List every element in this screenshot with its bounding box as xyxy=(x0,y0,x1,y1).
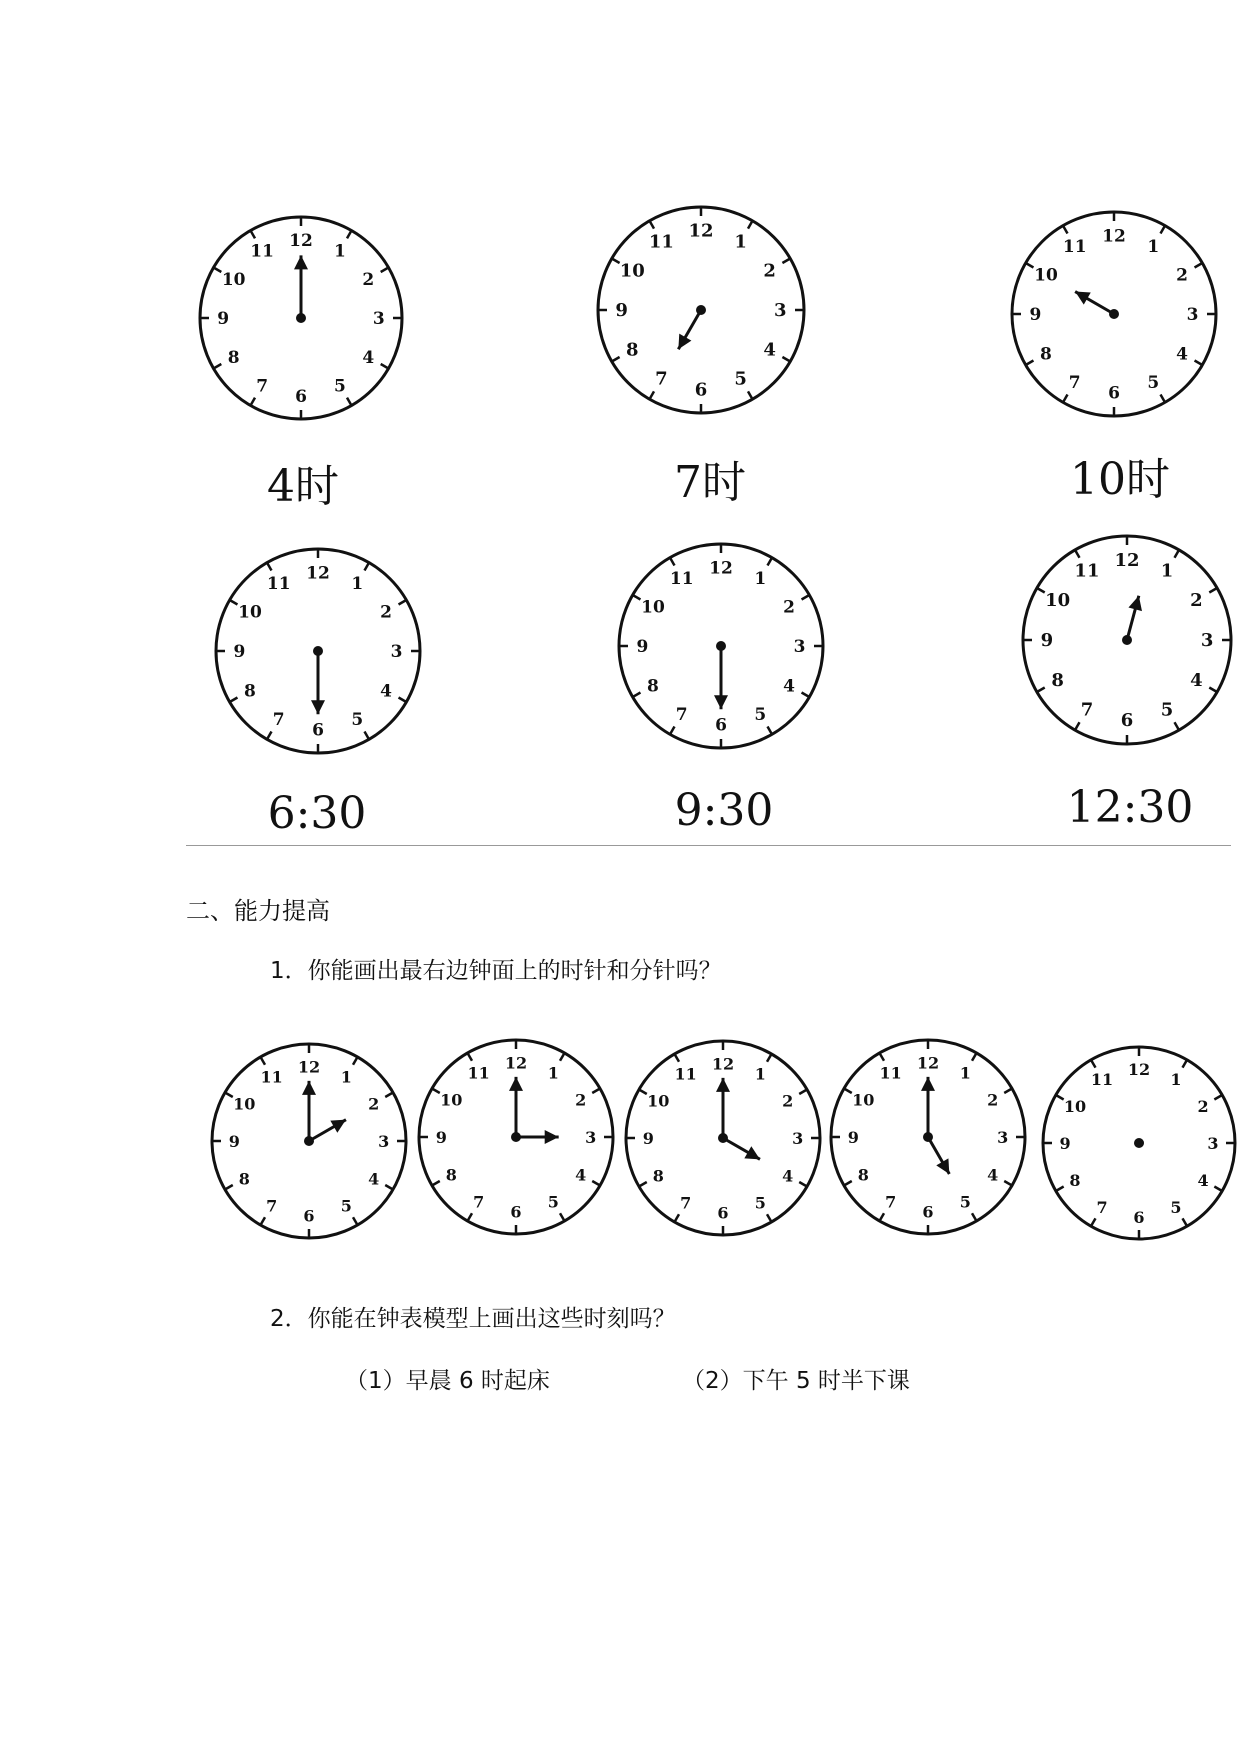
clock-numeral: 5 xyxy=(734,368,747,390)
clock-numeral: 11 xyxy=(260,1067,283,1087)
clock-numeral: 9 xyxy=(217,309,230,329)
clock-numeral: 10 xyxy=(641,597,665,618)
clock-numeral: 1 xyxy=(754,1064,766,1084)
clock-center-dot xyxy=(511,1132,521,1142)
clock-numeral: 11 xyxy=(1090,1069,1114,1089)
clock-10-oclock xyxy=(1009,209,1219,419)
clock-numeral: 4 xyxy=(380,681,392,702)
clock-label: 7时 xyxy=(674,457,746,508)
clock-numeral: 2 xyxy=(783,597,795,618)
sequence-clock-5-oclock xyxy=(828,1037,1028,1237)
question-2-item-1: （1）早晨 6 时起床 xyxy=(345,1368,550,1394)
clock-numeral: 12 xyxy=(1127,1060,1151,1080)
clock-numeral: 5 xyxy=(547,1192,559,1212)
clock-numeral: 10 xyxy=(221,270,246,291)
clock-numeral: 12 xyxy=(306,563,330,584)
clock-4-oclock xyxy=(197,214,405,422)
sequence-clock-4-oclock xyxy=(623,1038,823,1238)
clock-label: 12:30 xyxy=(1066,782,1194,833)
clock-numeral: 6 xyxy=(717,1203,729,1223)
clock-numeral: 3 xyxy=(378,1132,390,1151)
clock-numeral: 12 xyxy=(1102,226,1126,247)
clock-numeral: 3 xyxy=(774,300,787,321)
clock-numeral: 6 xyxy=(922,1202,934,1222)
clock-numeral: 5 xyxy=(754,1193,766,1213)
clock-numeral: 4 xyxy=(1176,344,1188,365)
clock-numeral: 8 xyxy=(238,1169,250,1189)
clock-numeral: 11 xyxy=(266,573,291,594)
clock-numeral: 2 xyxy=(362,270,375,291)
clock-numeral: 9 xyxy=(615,300,628,321)
clock-numeral: 12 xyxy=(297,1057,321,1077)
clock-numeral: 6 xyxy=(715,715,727,736)
clock-numeral: 4 xyxy=(368,1169,380,1189)
divider-line xyxy=(186,845,1231,846)
clock-numeral: 10 xyxy=(1063,1097,1087,1117)
clock-numeral: 1 xyxy=(1160,560,1174,582)
clock-numeral: 6 xyxy=(303,1206,315,1226)
clock-numeral: 8 xyxy=(857,1165,869,1185)
clock-numeral: 12 xyxy=(1114,549,1140,571)
clock-9-30 xyxy=(616,541,826,751)
clock-numeral: 2 xyxy=(1176,265,1188,286)
clock-numeral: 10 xyxy=(647,1091,670,1111)
clock-numeral: 2 xyxy=(763,260,776,282)
clock-numeral: 9 xyxy=(1029,305,1042,325)
clock-center-dot xyxy=(1109,309,1119,319)
clock-numeral: 3 xyxy=(792,1129,804,1148)
clock-numeral: 7 xyxy=(256,376,269,397)
clock-numeral: 5 xyxy=(340,1196,352,1216)
clock-numeral: 1 xyxy=(1147,236,1160,257)
clock-12-30 xyxy=(1020,533,1234,747)
clock-numeral: 11 xyxy=(669,568,694,589)
clock-numeral: 9 xyxy=(233,642,246,662)
clock-numeral: 8 xyxy=(626,339,639,361)
clock-numeral: 6 xyxy=(694,379,708,401)
clock-numeral: 8 xyxy=(1069,1170,1081,1190)
clock-numeral: 11 xyxy=(1074,560,1100,582)
clock-center-dot xyxy=(923,1132,933,1142)
clock-numeral: 5 xyxy=(754,705,767,726)
clock-center-dot xyxy=(313,646,323,656)
clock-numeral: 2 xyxy=(782,1091,794,1111)
clock-numeral: 7 xyxy=(680,1193,692,1213)
clock-numeral: 12 xyxy=(289,231,313,252)
clock-numeral: 7 xyxy=(266,1196,278,1216)
clock-numeral: 6 xyxy=(1133,1207,1145,1227)
clock-center-dot xyxy=(304,1136,314,1146)
clock-numeral: 4 xyxy=(1197,1170,1209,1190)
clock-center-dot xyxy=(296,313,306,323)
clock-numeral: 5 xyxy=(1160,699,1174,721)
clock-numeral: 11 xyxy=(250,241,274,262)
clock-numeral: 7 xyxy=(885,1192,897,1212)
clock-numeral: 8 xyxy=(227,347,240,368)
clock-numeral: 9 xyxy=(1059,1134,1071,1153)
clock-numeral: 4 xyxy=(575,1165,587,1185)
clock-numeral: 1 xyxy=(333,241,346,262)
clock-numeral: 6 xyxy=(295,386,307,407)
clock-numeral: 4 xyxy=(763,339,776,361)
clock-numeral: 5 xyxy=(1147,373,1160,394)
clock-numeral: 2 xyxy=(368,1094,380,1114)
clock-numeral: 1 xyxy=(340,1067,352,1087)
sequence-clock-blank xyxy=(1040,1044,1238,1242)
clock-label: 9:30 xyxy=(674,785,774,836)
clock-numeral: 11 xyxy=(1062,236,1087,257)
clock-numeral: 10 xyxy=(440,1090,463,1110)
clock-numeral: 1 xyxy=(547,1063,559,1083)
clock-numeral: 3 xyxy=(997,1128,1009,1147)
clock-numeral: 2 xyxy=(1197,1097,1209,1117)
clock-numeral: 8 xyxy=(1051,670,1064,692)
question-2: 2．你能在钟表模型上画出这些时刻吗？ xyxy=(270,1306,676,1332)
clock-numeral: 12 xyxy=(709,558,733,579)
clock-numeral: 1 xyxy=(1170,1069,1182,1089)
clock-numeral: 2 xyxy=(380,602,392,623)
clock-numeral: 9 xyxy=(435,1128,447,1147)
clock-numeral: 9 xyxy=(642,1129,654,1148)
clock-numeral: 10 xyxy=(852,1090,875,1110)
clock-numeral: 7 xyxy=(473,1192,485,1212)
clock-numeral: 3 xyxy=(1186,305,1199,325)
clock-label: 6:30 xyxy=(267,788,367,839)
clock-numeral: 2 xyxy=(987,1090,999,1110)
clock-numeral: 3 xyxy=(1200,630,1214,651)
sequence-clock-3-oclock xyxy=(416,1037,616,1237)
clock-center-dot xyxy=(718,1133,728,1143)
clock-numeral: 2 xyxy=(575,1090,587,1110)
clock-numeral: 11 xyxy=(648,231,674,253)
clock-numeral: 5 xyxy=(351,710,364,731)
clock-numeral: 4 xyxy=(1190,670,1203,692)
sequence-clock-2-oclock xyxy=(209,1041,409,1241)
clock-7-oclock xyxy=(595,204,807,416)
clock-numeral: 7 xyxy=(1068,373,1081,394)
clock-center-dot xyxy=(716,641,726,651)
clock-numeral: 3 xyxy=(390,642,403,662)
clock-numeral: 10 xyxy=(1034,265,1058,286)
clock-numeral: 8 xyxy=(445,1165,457,1185)
clock-numeral: 6 xyxy=(1120,710,1134,732)
clock-numeral: 1 xyxy=(959,1063,971,1083)
clock-numeral: 12 xyxy=(688,220,714,242)
clock-numeral: 8 xyxy=(647,676,659,697)
clock-numeral: 12 xyxy=(711,1054,735,1074)
clock-numeral: 3 xyxy=(1207,1134,1219,1153)
clock-numeral: 6 xyxy=(1108,383,1120,404)
clock-numeral: 5 xyxy=(959,1192,971,1212)
clock-numeral: 11 xyxy=(674,1064,697,1084)
clock-6-30 xyxy=(213,546,423,756)
clock-numeral: 3 xyxy=(372,309,385,329)
clock-numeral: 1 xyxy=(754,568,767,589)
clock-numeral: 4 xyxy=(362,347,375,368)
clock-center-dot xyxy=(1134,1138,1144,1148)
clock-numeral: 10 xyxy=(619,260,645,282)
clock-numeral: 10 xyxy=(238,602,262,623)
clock-numeral: 7 xyxy=(1080,699,1094,721)
question-2-item-2: （2）下午 5 时半下课 xyxy=(682,1368,910,1394)
clock-numeral: 8 xyxy=(1040,344,1052,365)
clock-numeral: 7 xyxy=(675,705,688,726)
clock-numeral: 5 xyxy=(333,376,346,397)
clock-numeral: 11 xyxy=(467,1063,490,1083)
clock-numeral: 1 xyxy=(351,573,364,594)
question-1: 1．你能画出最右边钟面上的时针和分针吗？ xyxy=(270,958,722,984)
clock-numeral: 7 xyxy=(1096,1198,1108,1218)
clock-numeral: 9 xyxy=(847,1128,859,1147)
clock-numeral: 7 xyxy=(655,368,668,390)
clock-numeral: 4 xyxy=(987,1165,999,1185)
clock-numeral: 3 xyxy=(793,637,806,657)
clock-numeral: 7 xyxy=(272,710,285,731)
clock-numeral: 9 xyxy=(228,1132,240,1151)
clock-numeral: 12 xyxy=(916,1053,940,1073)
clock-numeral: 3 xyxy=(585,1128,597,1147)
clock-numeral: 8 xyxy=(244,681,256,702)
clock-numeral: 6 xyxy=(312,720,324,741)
clock-label: 4时 xyxy=(267,461,339,512)
clock-numeral: 10 xyxy=(1045,589,1071,611)
clock-numeral: 4 xyxy=(782,1166,794,1186)
clock-numeral: 6 xyxy=(510,1202,522,1222)
clock-label: 10时 xyxy=(1070,454,1170,505)
clock-numeral: 12 xyxy=(504,1053,528,1073)
clock-numeral: 1 xyxy=(734,231,747,253)
clock-numeral: 9 xyxy=(636,637,649,657)
clock-numeral: 4 xyxy=(783,676,795,697)
clock-numeral: 2 xyxy=(1190,589,1203,611)
clock-numeral: 10 xyxy=(233,1094,256,1114)
section-title: 二、能力提高 xyxy=(186,897,330,925)
clock-center-dot xyxy=(1122,635,1132,645)
clock-numeral: 8 xyxy=(652,1166,664,1186)
clock-numeral: 5 xyxy=(1170,1198,1182,1218)
clock-center-dot xyxy=(696,305,706,315)
clock-numeral: 9 xyxy=(1040,630,1054,651)
clock-numeral: 11 xyxy=(879,1063,902,1083)
